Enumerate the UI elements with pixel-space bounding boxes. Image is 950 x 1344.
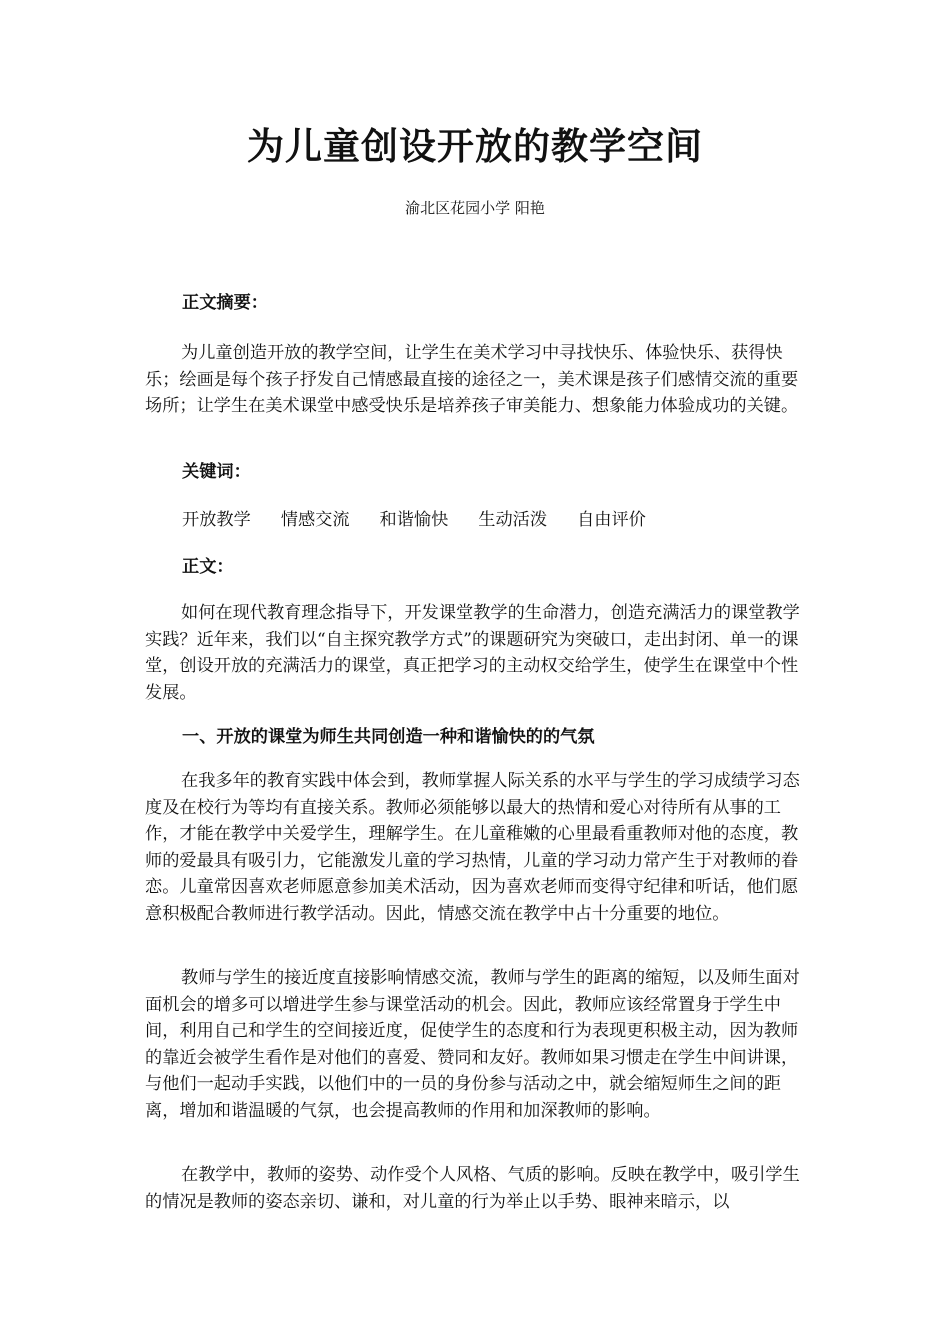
body-paragraph: 在我多年的教育实践中体会到，教师掌握人际关系的水平与学生的学习成绩学习态度及在校行为等均有直接关系。教师必须能够以最大的热情和爱心对待所有从事的工作，才能在教学中关爱学生，理解学生。在儿童稚嫩的心里最看重教师对他的态度，教师的爱最具有吸引力，它能激发儿童的学习热情，儿童的学习动力常产生于对教师的眷恋。儿童常因喜欢老师愿意参加美术活动，因为喜欢老师而变得守纪律和听话，他们愿意积极配合教师进行教学活动。因此，情感交流在教学中占十分重要的地位。: [145, 771, 800, 924]
body-paragraph: 教师与学生的接近度直接影响情感交流，教师与学生的距离的缩短，以及师生面对面机会的增多可以增进学生参与课堂活动的机会。因此，教师应该经常置身于学生中间，利用自己和学生的空间接近度，促使学生的态度和行为表现更积极主动，因为教师的靠近会被学生看作是对他们的喜爱、赞同和友好。教师如果习惯走在学生中间讲课，与他们一起动手实践，以他们中的一员的身份参与活动之中，就会缩短师生之间的距离，增加和谐温暖的气氛，也会提高教师的作用和加深教师的影响。: [145, 968, 800, 1121]
abstract-heading: 正文摘要：: [182, 293, 268, 313]
keyword-item: 和谐愉快: [379, 510, 449, 530]
body-heading: 正文：: [182, 557, 234, 577]
document-title: 为儿童创设开放的教学空间: [247, 124, 703, 168]
body-paragraph: 在教学中，教师的姿势、动作受个人风格、气质的影响。反映在教学中，吸引学生的情况是教师的姿态亲切、谦和，对儿童的行为举止以手势、眼神来暗示，以: [145, 1165, 800, 1212]
keyword-item: 自由评价: [577, 510, 646, 530]
keyword-item: 开放教学: [182, 510, 251, 530]
keywords-list: [182, 507, 646, 533]
keywords-heading: 关键词：: [182, 462, 251, 482]
keyword-item: 生动活泼: [478, 510, 548, 530]
intro-paragraph: 如何在现代教育理念指导下，开发课堂教学的生命潜力，创造充满活力的课堂教学实践？近年来，我们以“自主探究教学方式”的课题研究为突破口，走出封闭、单一的课堂，创设开放的充满活力的课堂，真正把学习的主动权交给学生，使学生在课堂中个性发展。: [145, 603, 800, 703]
section-heading: 一、开放的课堂为师生共同创造一种和谐愉快的的气氛: [182, 727, 595, 747]
author-byline: 渝北区花园小学 阳艳: [405, 199, 545, 217]
abstract-paragraph: 为儿童创造开放的教学空间，让学生在美术学习中寻找快乐、体验快乐、获得快乐；绘画是每个孩子抒发自己情感最直接的途径之一，美术课是孩子们感情交流的重要场所；让学生在美术课堂中感受快乐是培养孩子审美能力、想象能力体验成功的关键。: [145, 343, 799, 416]
keyword-item: 情感交流: [280, 510, 350, 530]
